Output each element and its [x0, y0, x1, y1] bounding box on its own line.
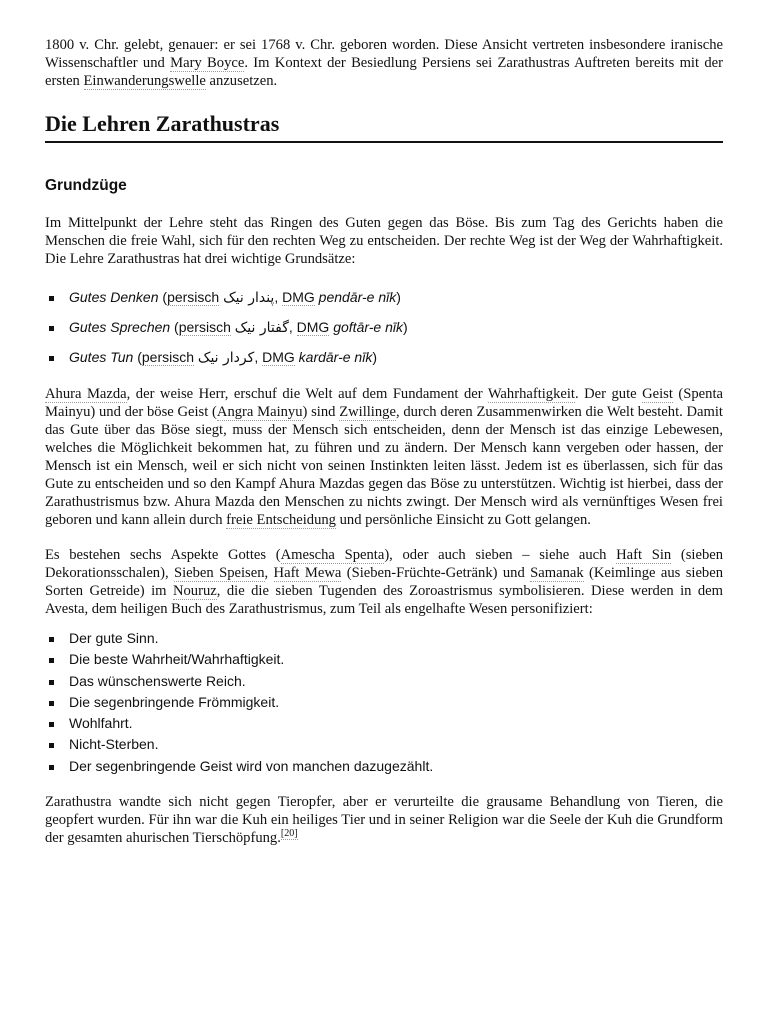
paragraph-ahura-mazda: Ahura Mazda, der weise Herr, erschuf die Welt auf dem Fundament der Wahrhaftigkeit. Der gute Geist (Spenta Mainyu) und der böse Geist (Angra Mainyu) sind Zwillinge, durch deren Zusammenwirken die Welt besteht. Damit das Gute über das Böse siegt, muss der Mensch sich entscheiden, denn der Mensch ist das einzige Lebewesen, welches die Möglichkeit bekommen hat, zu führen und zu ändern. Der Mensch kann vergeben oder hassen, der Mensch ist ein Mensch, weil er sich nicht von seinen Instinkten leiten lässt. Jedem ist es überlassen, sich für das Gute zu entscheiden und so den Kampf Ahura Mazdas gegen das Böse zu unterstützen. Wichtig ist hierbei, dass der Zarathustrismus bzw. Ahura Mazda den Menschen zu nichts zwingt. Der Mensch wird als vernünftiges Wesen frei geboren und kann allein durch freie Entscheidung und persönliche Einsicht zu Gott gelangen.: [45, 386, 723, 528]
link-persisch[interactable]: persisch: [141, 349, 195, 365]
list-item: Gutes Sprechen (persisch گفتار نیک, DMG goftār-e nīk): [45, 313, 723, 343]
aspects-list: [45, 628, 723, 777]
link-angra-mainyu[interactable]: Angra Mainyu: [216, 404, 303, 420]
link-geist[interactable]: Geist: [642, 386, 673, 402]
link-haft-sin[interactable]: Haft Sin: [616, 547, 672, 563]
link-dmg[interactable]: DMG: [262, 349, 295, 365]
link-ahura-mazda[interactable]: Ahura Mazda: [45, 386, 127, 402]
link-samanak[interactable]: Samanak: [530, 565, 584, 581]
list-item: Die beste Wahrheit/Wahrhaftigkeit.: [45, 649, 723, 670]
section-heading: Die Lehren Zarathustras: [45, 110, 723, 143]
list-item: Wohlfahrt.: [45, 713, 723, 734]
link-nouruz[interactable]: Nouruz: [172, 583, 217, 599]
link-mary-boyce[interactable]: Mary Boyce: [170, 55, 245, 71]
link-wahrhaftigkeit[interactable]: Wahrhaftigkeit: [487, 386, 575, 402]
list-item: Die segenbringende Frömmigkeit.: [45, 692, 723, 713]
principles-list: [45, 283, 723, 373]
intro-paragraph: 1800 v. Chr. gelebt, genauer: er sei 1768 v. Chr. geboren worden. Diese Ansicht vertreten insbesondere iranische Wissenschaftler und Mary Boyce. Im Kontext der Besiedlung Persiens sei Zarathustras Auftreten bereits mit der ersten Einwanderungswelle anzusetzen.: [45, 37, 723, 89]
list-item: Der segenbringende Geist wird von manchen dazugezählt.: [45, 756, 723, 777]
link-dmg[interactable]: DMG: [296, 319, 330, 335]
paragraph-amescha-spenta: Es bestehen sechs Aspekte Gottes (Amescha Spenta), oder auch sieben – siehe auch Haft Sin (sieben Dekorationsschalen), Sieben Speisen, Haft Mewa (Sieben-Früchte-Getränk) und Samanak (Keimlinge aus sieben Sorten Getreide) im Nouruz, die die sieben Tugenden des Zoroastrismus symbolisieren. Diese werden in dem Avesta, dem heiligen Buch des Zarathustrismus, zum Teil als engelhafte Wesen personifiziert:: [45, 547, 724, 617]
paragraph-intro-teaching: Im Mittelpunkt der Lehre steht das Ringen des Guten gegen das Böse. Bis zum Tag des Gerichts haben die Menschen die freie Wahl, sich für den rechten Weg zu entscheiden. Der rechte Weg ist der Weg der Wahrhaftigkeit. Die Lehre Zarathustras hat drei wichtige Grundsätze:: [45, 215, 723, 267]
reference-link-20[interactable]: [20]: [280, 828, 298, 840]
link-sieben-speisen[interactable]: Sieben Speisen: [173, 565, 265, 581]
list-item: Der gute Sinn.: [45, 628, 723, 649]
list-item: Das wünschenswerte Reich.: [45, 671, 723, 692]
list-item: Gutes Tun (persisch کردار نیک, DMG kardār-e nīk): [45, 343, 723, 373]
subsection-heading: Grundzüge: [45, 177, 127, 194]
link-zwillinge[interactable]: Zwillinge: [339, 404, 396, 420]
link-persisch[interactable]: persisch: [178, 319, 231, 335]
article-content: [45, 36, 723, 847]
list-item: Nicht-Sterben.: [45, 734, 723, 755]
link-amescha-spenta[interactable]: Amescha Spenta: [280, 547, 385, 563]
link-haft-mewa[interactable]: Haft Mewa: [273, 565, 342, 581]
link-freie-entscheidung[interactable]: freie Entscheidung: [226, 512, 336, 528]
list-item: Gutes Denken (persisch پندار نیک, DMG pendār-e nīk): [45, 283, 723, 313]
link-persisch[interactable]: persisch: [167, 289, 220, 305]
link-einwanderungswelle[interactable]: Einwanderungswelle: [83, 73, 206, 89]
paragraph-tieropfer: Zarathustra wandte sich nicht gegen Tieropfer, aber er verurteilte die grausame Behandlung von Tieren, die geopfert wurden. Für ihn war die Kuh ein heiliges Tier und in seiner Religion war die Seele der Kuh die Grundform der gesamten ahurischen Tierschöpfung.[20]: [45, 794, 723, 847]
link-dmg[interactable]: DMG: [282, 289, 315, 305]
